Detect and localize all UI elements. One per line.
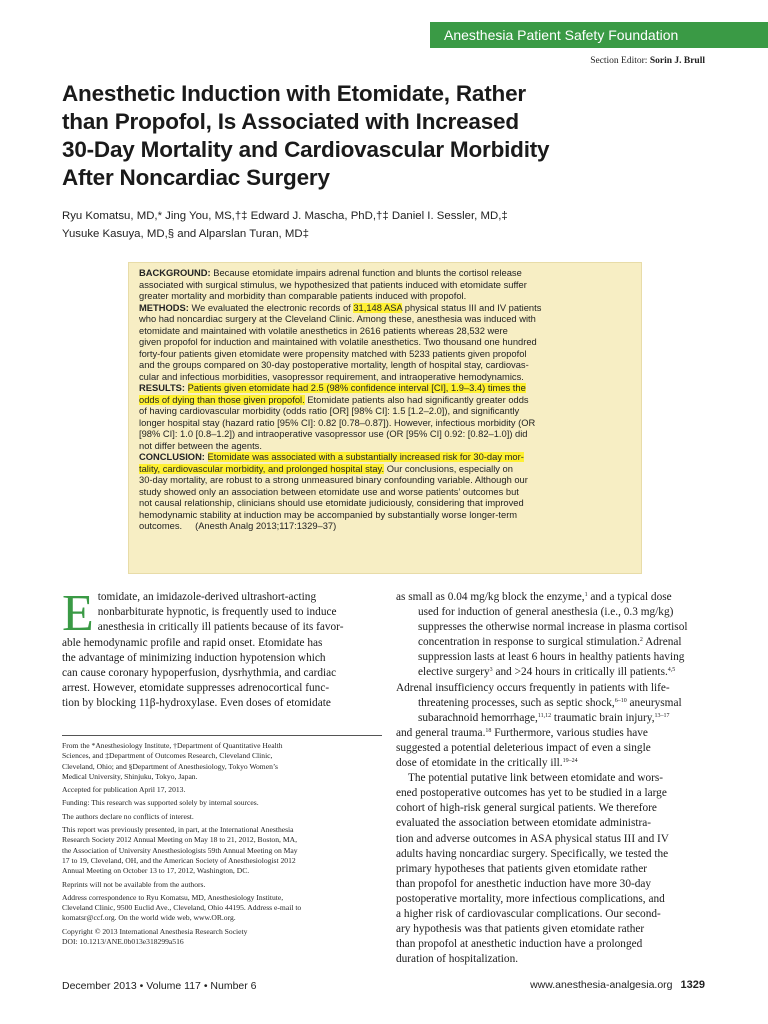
body-text: aneurysmal bbox=[626, 696, 682, 709]
journal-url[interactable]: www.anesthesia-analgesia.org bbox=[530, 979, 673, 991]
citation-ref: 13–17 bbox=[654, 712, 670, 719]
body-text: elective surgery bbox=[418, 666, 490, 679]
body-text: and general trauma. bbox=[396, 726, 486, 739]
affiliation-line: Sciences, and ‡Department of Outcomes Research, Cleveland Clinic, bbox=[62, 751, 273, 761]
drop-cap: E bbox=[62, 585, 94, 642]
citation-ref: 11,12 bbox=[537, 712, 552, 719]
abstract-text: associated with surgical stimulus, we hypothesized that patients induced with etomidate suffer bbox=[139, 279, 527, 290]
abstract-text: of having cardiovascular morbidity (odds ratio [OR] [98% CI]: 1.5 [1.2–2.0]), and significantly bbox=[139, 406, 520, 416]
citation-ref: 2 bbox=[639, 637, 643, 644]
citation-ref: 19–24 bbox=[562, 758, 578, 765]
author-list bbox=[62, 207, 712, 243]
section-editor-label: Section Editor: bbox=[590, 56, 648, 66]
section-banner: Anesthesia Patient Safety Foundation bbox=[430, 22, 768, 48]
presented-line: 17 to 19, Cleveland, OH, and the American Society of Anesthesiologist 2012 bbox=[62, 855, 296, 865]
abstract-text: and the groups compared on 30-day postoperative mortality, length of hospital stay, cardiovas- bbox=[139, 360, 529, 370]
presented-line: the Association of University Anesthesiologists 59th Annual Meeting on May bbox=[62, 845, 298, 855]
section-editor bbox=[590, 56, 705, 66]
abstract-text: not causal relationship, clinicians should use etomidate judiciously, considering that improved bbox=[139, 498, 524, 508]
body-line: can cause coronary hypoperfusion, dysrhythmia, and cardiac bbox=[62, 667, 337, 680]
abstract-text: Our conclusions, especially on bbox=[386, 463, 513, 474]
body-line: used for induction of general anesthesia (i.e., 0.3 mg/kg) bbox=[418, 606, 674, 619]
body-line: anesthesia in critically ill patients because of its favor- bbox=[97, 621, 344, 634]
citation-ref: 3 bbox=[489, 667, 493, 674]
abstract-text: cular and infectious morbidities, vasopressor requirement, and intraoperative hemodynamics. bbox=[139, 371, 524, 382]
citation-ref: 6–10 bbox=[614, 697, 627, 704]
accepted-date: Accepted for publication April 17, 2013. bbox=[62, 785, 186, 795]
body-text: subarachnoid hemorrhage, bbox=[418, 711, 538, 724]
funding-note: Funding: This research was supported solely by internal sources. bbox=[62, 798, 259, 808]
body-column-right bbox=[396, 590, 708, 967]
body-line: ened postoperative outcomes has yet to be studied in a large bbox=[396, 787, 667, 800]
results-label: RESULTS: bbox=[139, 383, 186, 393]
abstract-text: who had noncardiac surgery at the Cleveland Clinic. Among these, anesthesia was induced with bbox=[139, 314, 536, 324]
body-line: evaluated the association between etomidate administra- bbox=[396, 817, 652, 830]
citation-text: outcomes. (Anesth Analg 2013;117:1329–37) bbox=[139, 521, 337, 531]
issue-info: December 2013 • Volume 117 • Number 6 bbox=[62, 980, 257, 992]
body-line: tomidate, an imidazole-derived ultrashort-acting bbox=[97, 591, 317, 603]
body-line: postoperative mortality, more infectious complications, and bbox=[396, 892, 665, 905]
highlight-conclusion: tality, cardiovascular morbidity, and prolonged hospital stay. bbox=[139, 463, 385, 474]
title-line: After Noncardiac Surgery bbox=[62, 165, 330, 190]
body-column-left bbox=[62, 585, 387, 711]
page-number: 1329 bbox=[680, 979, 705, 991]
presented-line: This report was previously presented, in part, at the International Anesthesia bbox=[62, 825, 294, 835]
abstract-text: given propofol for induction and maintained with volatile anesthetics. Two thousand one hundred bbox=[139, 337, 537, 347]
address-line: komatsr@ccf.org. On the world wide web, www.OR.org. bbox=[62, 913, 236, 923]
body-line: cohort of high-risk general surgical patients. We therefore bbox=[396, 802, 657, 815]
abstract-text: 30-day mortality, are robust to a strong unmeasured binary confounding variable. Although our bbox=[139, 475, 528, 485]
body-line: than propofol for anesthetic induction have more 30-day bbox=[396, 877, 652, 890]
article-title bbox=[62, 80, 662, 192]
body-line: duration of hospitalization. bbox=[396, 953, 519, 966]
title-line: 30-Day Mortality and Cardiovascular Morbidity bbox=[62, 137, 550, 162]
footer-right bbox=[530, 979, 705, 991]
body-line: able hemodynamic profile and rapid onset. Etomidate has bbox=[62, 637, 323, 649]
title-line: than Propofol, Is Associated with Increased bbox=[62, 109, 519, 134]
footnotes bbox=[62, 741, 387, 950]
body-line: suppression lasts at least 6 hours in healthy patients having bbox=[418, 651, 685, 664]
abstract-text: greater mortality and morbidity than comparable patients induced with propofol. bbox=[139, 291, 467, 301]
abstract-text: forty-four patients given etomidate were propensity matched with 5233 patients given propofol bbox=[139, 348, 527, 359]
conclusion-label: CONCLUSION: bbox=[139, 452, 205, 462]
body-line: adults having noncardiac surgery. Specifically, we tested the bbox=[396, 847, 669, 860]
citation-ref: 18 bbox=[485, 727, 492, 734]
citation-ref: 4,5 bbox=[667, 667, 676, 674]
section-editor-name: Sorin J. Brull bbox=[649, 56, 705, 66]
abstract-text: not differ between the agents. bbox=[139, 440, 262, 451]
highlight-results: Patients given etomidate had 2.5 (98% confidence interval [CI], 1.9–3.4) times the bbox=[187, 383, 526, 393]
highlight-sample-size: 31,148 ASA bbox=[353, 302, 403, 313]
author-line: Yusuke Kasuya, MD,§ and Alparslan Turan, MD‡ bbox=[62, 228, 309, 240]
abstract-text: etomidate and maintained with volatile anesthetics in 2616 patients whereas 28,532 were bbox=[139, 325, 508, 336]
abstract-text: physical status III and IV patients bbox=[404, 302, 542, 313]
abstract-text: Because etomidate impairs adrenal function and blunts the cortisol release bbox=[213, 268, 522, 278]
methods-label: METHODS: bbox=[139, 302, 189, 313]
body-line: nonbarbiturate hypnotic, is frequently used to induce bbox=[97, 606, 337, 619]
body-line: arrest. However, etomidate suppresses adrenocortical func- bbox=[62, 682, 330, 695]
body-text: threatening processes, such as septic shock, bbox=[418, 696, 615, 709]
address-line: Address correspondence to Ryu Komatsu, MD, Anesthesiology Institute, bbox=[62, 892, 284, 902]
body-text: Furthermore, various studies have bbox=[491, 726, 648, 739]
footnote-divider bbox=[62, 735, 382, 736]
copyright-note: Copyright © 2013 International Anesthesia Research Society bbox=[62, 926, 248, 936]
body-line: The potential putative link between etomidate and wors- bbox=[408, 772, 664, 785]
body-line: tion and adverse outcomes in ASA physical status III and IV bbox=[396, 832, 669, 845]
affiliation-line: From the *Anesthesiology Institute, †Department of Quantitative Health bbox=[62, 741, 283, 750]
author-line: Ryu Komatsu, MD,* Jing You, MS,†‡ Edward J. Mascha, PhD,†‡ Daniel I. Sessler, MD,‡ bbox=[62, 210, 508, 222]
body-text: Adrenal bbox=[642, 636, 682, 649]
abstract-text: longer hospital stay (hazard ratio [95% CI]: 0.82 [0.78–0.87]). However, infectious morbidity (OR bbox=[139, 417, 536, 428]
affiliation-line: Cleveland, Ohio; and §Department of Anesthesiology, Tokyo Women’s bbox=[62, 761, 278, 771]
affiliation-line: Medical University, Shinjuku, Tokyo, Japan. bbox=[62, 771, 198, 781]
doi-note: DOI: 10.1213/ANE.0b013e318299a516 bbox=[62, 937, 184, 947]
abstract-text: Etomidate patients also had significantly greater odds bbox=[307, 394, 529, 405]
abstract-text: We evaluated the electronic records of bbox=[191, 302, 351, 313]
body-line: suggested a potential deleterious impact of even a single bbox=[396, 741, 651, 754]
highlight-results: odds of dying than those given propofol. bbox=[139, 394, 305, 405]
body-text: and >24 hours in critically ill patients. bbox=[492, 666, 668, 679]
body-line: a higher risk of cardiovascular complications. Our second- bbox=[396, 907, 661, 920]
abstract-text: [98% CI]: 1.0 [0.8–1.2]) and intraoperative vasopressor use (OR [95% CI] 0.92: [0.82–1.0]) did bbox=[139, 429, 528, 439]
reprints-note: Reprints will not be available from the authors. bbox=[62, 879, 206, 889]
body-line: ary hypothesis was that patients given etomidate rather bbox=[396, 923, 645, 936]
body-line: the advantage of minimizing induction hypotension which bbox=[62, 652, 326, 665]
body-text: concentration in response to surgical stimulation. bbox=[418, 636, 640, 649]
highlight-conclusion: Etomidate was associated with a substantially increased risk for 30-day mor- bbox=[207, 452, 524, 462]
body-text: dose of etomidate in the critically ill. bbox=[396, 757, 563, 770]
background-label: BACKGROUND: bbox=[139, 268, 211, 278]
presented-line: Research Society 2012 Annual Meeting on May 18 to 21, 2012, Boston, MA, bbox=[62, 835, 297, 845]
body-text: traumatic brain injury, bbox=[551, 711, 655, 724]
address-line: Cleveland Clinic, 9500 Euclid Ave., Cleveland, Ohio 44195. Address e-mail to bbox=[62, 903, 302, 913]
citation-ref: 1 bbox=[584, 592, 588, 598]
presented-line: Annual Meeting on October 13 to 17, 2012, Washington, DC. bbox=[62, 866, 250, 876]
abstract-text: study showed only an association between etomidate use and worse patients’ outcomes but bbox=[139, 486, 519, 497]
body-line: than propofol at anesthetic induction have a prolonged bbox=[396, 938, 643, 951]
body-line: primary hypotheses that patients given etomidate rather bbox=[396, 862, 647, 875]
body-text: and a typical dose bbox=[587, 591, 672, 603]
body-line: suppresses the otherwise normal increase in plasma cortisol bbox=[418, 621, 688, 634]
body-text: as small as 0.04 mg/kg block the enzyme, bbox=[396, 591, 585, 603]
abstract-text: hemodynamic stability at induction may be accompanied by substantially worse longer-term bbox=[139, 509, 518, 520]
body-line: tion by blocking 11β-hydroxylase. Even doses of etomidate bbox=[62, 697, 331, 710]
title-line: Anesthetic Induction with Etomidate, Rather bbox=[62, 81, 526, 106]
body-line: Adrenal insufficiency occurs frequently in patients with life- bbox=[396, 681, 670, 694]
conflicts-note: The authors declare no conflicts of interest. bbox=[62, 811, 194, 821]
abstract-box bbox=[128, 262, 642, 574]
